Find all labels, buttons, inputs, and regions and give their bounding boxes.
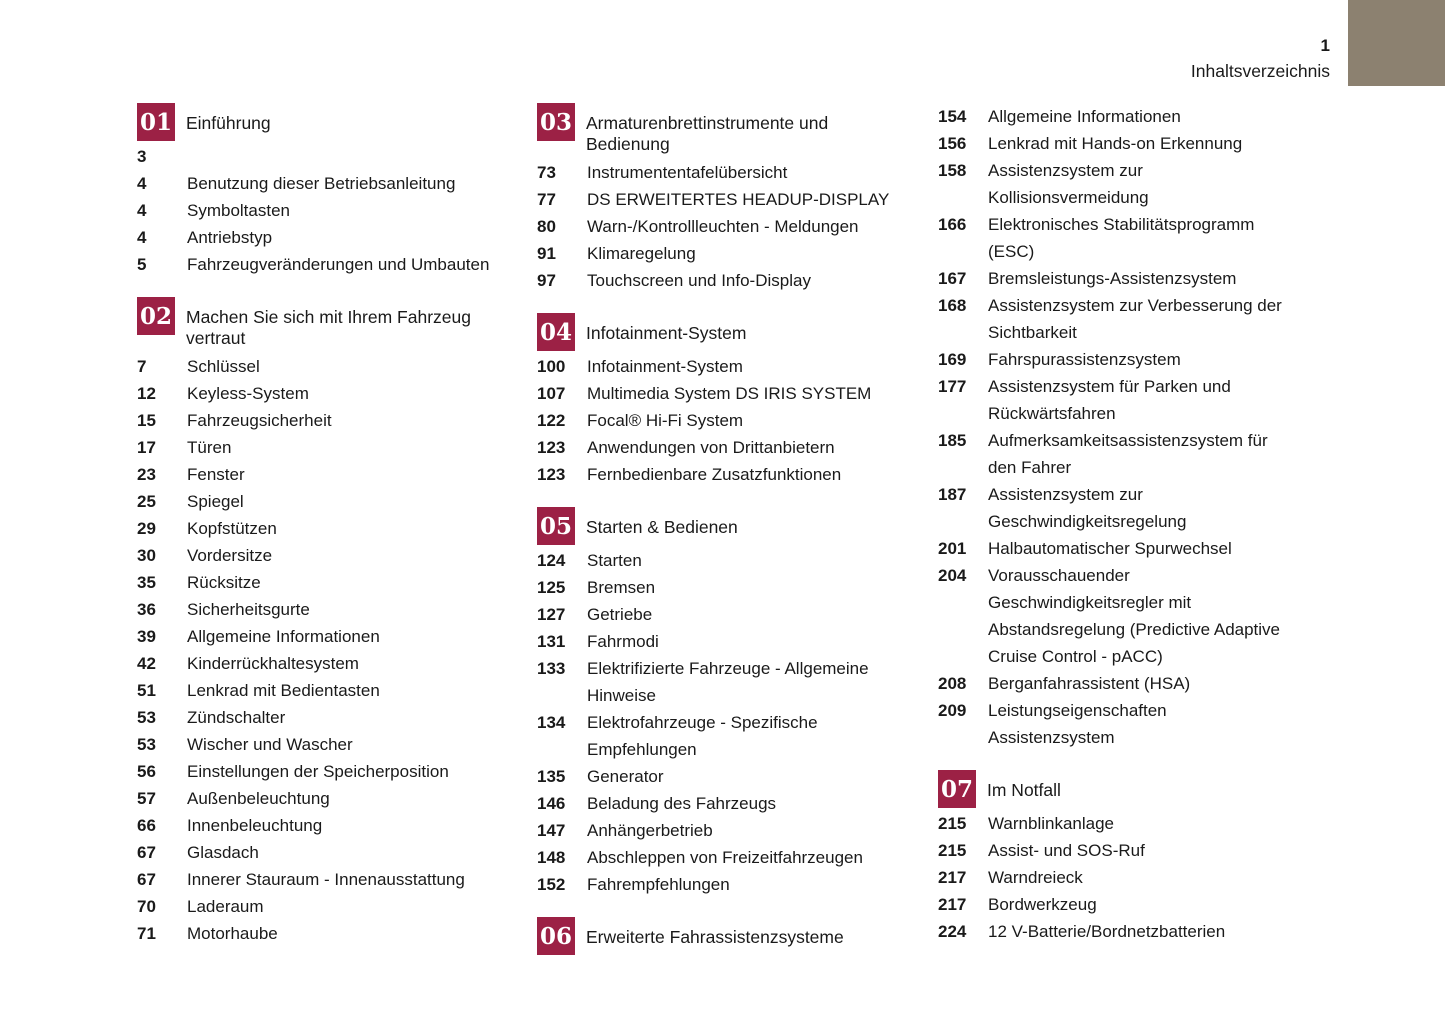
section-header [938, 770, 1330, 808]
entry-page-number: 4 [137, 228, 147, 247]
toc-entry [938, 535, 1330, 562]
entry-page-number: 4 [137, 201, 147, 220]
section-header [537, 917, 925, 955]
entry-title: Einstellungen der Speicherposition [187, 762, 449, 781]
entry-title: Rücksitze [187, 573, 261, 592]
entry-title: Focal® Hi-Fi System [587, 411, 744, 430]
section-number-badge: 04 [537, 313, 575, 351]
toc-entry [938, 918, 1330, 945]
entry-page-number: 187 [938, 485, 967, 504]
entry-page-number: 217 [938, 895, 967, 914]
entry-title: Vordersitze [187, 546, 273, 565]
entry-title: Multimedia System DS IRIS SYSTEM [587, 384, 872, 403]
entry-title: Zündschalter [187, 708, 286, 727]
toc-entry [938, 891, 1330, 918]
entry-title: Allgemeine Informationen [988, 107, 1181, 126]
toc-entry [938, 810, 1330, 837]
entry-page-number: 56 [137, 762, 156, 781]
toc-entry [137, 785, 529, 812]
toc-entry [938, 427, 1330, 481]
toc-entry [137, 461, 529, 488]
page-header [1191, 36, 1330, 82]
entry-page-number: 3 [137, 147, 147, 166]
toc-entry [137, 224, 529, 251]
section-header [537, 507, 925, 545]
toc-entry [137, 542, 529, 569]
toc-entry [938, 837, 1330, 864]
entry-page-number: 67 [137, 870, 156, 889]
entry-page-number: 97 [537, 271, 556, 290]
toc-entry [137, 488, 529, 515]
entry-title: Innerer Stauraum - Innenausstattung [187, 870, 465, 889]
section-title: Im Notfall [987, 780, 1061, 800]
entry-title: Symboltasten [187, 201, 290, 220]
toc-entry [137, 839, 529, 866]
entry-title: Benutzung dieser Betriebsanleitung [187, 174, 456, 193]
toc-entry [137, 407, 529, 434]
entry-title: Instrumententafelübersicht [587, 163, 788, 182]
entry-title: Aufmerksamkeitsassistenzsystem für den Fahrer [988, 431, 1268, 477]
entry-title: Assistenzsystem zur Geschwindigkeitsregelung [988, 485, 1187, 531]
entry-page-number: 4 [137, 174, 147, 193]
entry-title: Warnblinkanlage [988, 814, 1114, 833]
entry-title: Sicherheitsgurte [187, 600, 310, 619]
toc-entry [938, 670, 1330, 697]
entry-page-number: 51 [137, 681, 156, 700]
entry-page-number: 208 [938, 674, 967, 693]
entry-title: Vorausschauender Geschwindigkeitsregler mit Abstandsregelung (Predictive Adaptive Cruise Control - pACC) [988, 566, 1281, 666]
entry-page-number: 42 [137, 654, 156, 673]
section-number-badge: 07 [938, 770, 976, 808]
toc-entry [537, 434, 925, 461]
entry-page-number: 67 [137, 843, 156, 862]
toc-entry [137, 380, 529, 407]
entry-title: Fernbedienbare Zusatzfunktionen [587, 465, 842, 484]
entry-title: Allgemeine Informationen [187, 627, 380, 646]
entry-page-number: 215 [938, 841, 967, 860]
toc-entry [137, 623, 529, 650]
section-title: Infotainment-System [586, 323, 747, 343]
toc-entry [137, 596, 529, 623]
entry-title: Fahrzeugsicherheit [187, 411, 332, 430]
entry-page-number: 23 [137, 465, 156, 484]
entry-page-number: 158 [938, 161, 967, 180]
entry-title: Fahrspurassistenzsystem [988, 350, 1181, 369]
toc-entry [537, 655, 925, 709]
toc-entry [137, 893, 529, 920]
toc-entry [137, 812, 529, 839]
entry-title: Glasdach [187, 843, 259, 862]
toc-entry [537, 213, 925, 240]
entry-title: Elektrifizierte Fahrzeuge - Allgemeine Hinweise [587, 659, 869, 705]
toc-entry [537, 159, 925, 186]
toc-entry [137, 920, 529, 947]
section-title: Machen Sie sich mit Ihrem Fahrzeug vertraut [186, 307, 471, 348]
entry-title: Getriebe [587, 605, 653, 624]
entry-page-number: 123 [537, 438, 566, 457]
entry-page-number: 134 [537, 713, 566, 732]
toc-entry [938, 211, 1330, 265]
toc-entry [537, 574, 925, 601]
entry-title: Lenkrad mit Hands-on Erkennung [988, 134, 1243, 153]
entry-page-number: 73 [537, 163, 556, 182]
entry-page-number: 215 [938, 814, 967, 833]
entry-title: Starten [587, 551, 642, 570]
entry-page-number: 168 [938, 296, 967, 315]
entry-title: 12 V-Batterie/Bordnetzbatterien [988, 922, 1226, 941]
toc-entry [938, 481, 1330, 535]
entry-page-number: 25 [137, 492, 156, 511]
entry-title: Motorhaube [187, 924, 278, 943]
toc-entry [537, 461, 925, 488]
toc-entry [938, 346, 1330, 373]
entry-title: DS ERWEITERTES HEADUP-DISPLAY [587, 190, 890, 209]
entry-title: Kinderrückhaltesystem [187, 654, 359, 673]
entry-page-number: 177 [938, 377, 967, 396]
entry-page-number: 169 [938, 350, 967, 369]
entry-title: Bordwerkzeug [988, 895, 1097, 914]
toc-entry [137, 866, 529, 893]
entry-title: Anwendungen von Drittanbietern [587, 438, 835, 457]
section-number-badge: 01 [137, 103, 175, 141]
toc-entry [137, 434, 529, 461]
section-header [137, 297, 529, 348]
entry-page-number: 148 [537, 848, 566, 867]
entry-title: Generator [587, 767, 664, 786]
entry-title: Anhängerbetrieb [587, 821, 713, 840]
entry-page-number: 154 [938, 107, 967, 126]
entry-page-number: 146 [537, 794, 566, 813]
entry-title: Halbautomatischer Spurwechsel [988, 539, 1232, 558]
section-number-badge: 02 [137, 297, 175, 335]
toc-entry [537, 267, 925, 294]
toc-entry [137, 758, 529, 785]
toc-entry [537, 240, 925, 267]
entry-title: Klimaregelung [587, 244, 696, 263]
toc-column [938, 103, 1330, 945]
entry-title: Laderaum [187, 897, 264, 916]
entry-page-number: 209 [938, 701, 967, 720]
entry-title: Außenbeleuchtung [187, 789, 330, 808]
entry-title: Antriebstyp [187, 228, 273, 247]
entry-page-number: 35 [137, 573, 156, 592]
toc-entry [137, 170, 529, 197]
page-title: Inhaltsverzeichnis [1190, 61, 1330, 81]
toc-entry [537, 353, 925, 380]
entry-page-number: 167 [938, 269, 967, 288]
toc-entry [137, 677, 529, 704]
entry-page-number: 100 [537, 357, 566, 376]
entry-title: Elektrofahrzeuge - Spezifische Empfehlungen [587, 713, 818, 759]
toc-entry [537, 547, 925, 574]
section-header [537, 313, 925, 351]
toc-entry [137, 515, 529, 542]
toc-entry [938, 292, 1330, 346]
entry-page-number: 36 [137, 600, 156, 619]
toc-entry [938, 130, 1330, 157]
entry-title: Lenkrad mit Bedientasten [187, 681, 380, 700]
entry-page-number: 53 [137, 708, 156, 727]
toc-entry [537, 380, 925, 407]
entry-page-number: 152 [537, 875, 566, 894]
entry-title: Fahrempfehlungen [587, 875, 730, 894]
entry-title: Keyless-System [187, 384, 309, 403]
toc-entry [537, 871, 925, 898]
toc-entry [537, 709, 925, 763]
entry-page-number: 135 [537, 767, 566, 786]
entry-title: Abschleppen von Freizeitfahrzeugen [587, 848, 863, 867]
toc-entry [537, 790, 925, 817]
entry-page-number: 217 [938, 868, 967, 887]
entry-title: Fenster [187, 465, 245, 484]
page-number: 1 [1320, 36, 1330, 55]
entry-page-number: 71 [137, 924, 156, 943]
toc-entry [137, 353, 529, 380]
toc-entry [938, 562, 1330, 670]
entry-page-number: 107 [537, 384, 566, 403]
entry-page-number: 17 [137, 438, 156, 457]
entry-title: Elektronisches Stabilitätsprogramm (ESC) [988, 215, 1255, 261]
toc-entry [938, 103, 1330, 130]
entry-page-number: 15 [137, 411, 156, 430]
entry-page-number: 122 [537, 411, 566, 430]
toc-entry [938, 373, 1330, 427]
entry-title: Assistenzsystem für Parken und Rückwärtsfahren [988, 377, 1231, 423]
toc-entry [537, 628, 925, 655]
toc-entry [537, 186, 925, 213]
section-number-badge: 03 [537, 103, 575, 141]
entry-title: Beladung des Fahrzeugs [587, 794, 777, 813]
entry-title: Assistenzsystem zur Verbesserung der Sichtbarkeit [988, 296, 1282, 342]
entry-title: Touchscreen und Info-Display [587, 271, 811, 290]
toc-entry [537, 407, 925, 434]
entry-title: Kopfstützen [187, 519, 277, 538]
entry-title: Innenbeleuchtung [187, 816, 323, 835]
entry-page-number: 12 [137, 384, 156, 403]
entry-page-number: 53 [137, 735, 156, 754]
section-title: Erweiterte Fahrassistenzsysteme [586, 927, 844, 947]
section-title: Starten & Bedienen [586, 517, 738, 537]
entry-page-number: 224 [938, 922, 967, 941]
toc-column [537, 103, 925, 957]
entry-page-number: 29 [137, 519, 156, 538]
entry-title: Fahrmodi [587, 632, 659, 651]
entry-page-number: 147 [537, 821, 566, 840]
toc-entry [537, 817, 925, 844]
entry-title: Spiegel [187, 492, 244, 511]
entry-page-number: 91 [537, 244, 556, 263]
entry-page-number: 133 [537, 659, 566, 678]
entry-page-number: 204 [938, 566, 967, 585]
entry-page-number: 77 [537, 190, 556, 209]
entry-title: Fahrzeugveränderungen und Umbauten [187, 255, 490, 274]
entry-page-number: 156 [938, 134, 967, 153]
toc-entry [938, 697, 1330, 751]
entry-title: Wischer und Wascher [187, 735, 353, 754]
toc-entry [137, 251, 529, 278]
entry-page-number: 124 [537, 551, 566, 570]
toc-entry [938, 265, 1330, 292]
section-header [537, 103, 925, 154]
entry-page-number: 30 [137, 546, 156, 565]
toc-entry [137, 704, 529, 731]
section-title: Armaturenbrettinstrumente und Bedienung [586, 113, 829, 154]
entry-title: Assistenzsystem zur Kollisionsvermeidung [988, 161, 1149, 207]
toc-entry [938, 157, 1330, 211]
toc-entry [537, 601, 925, 628]
entry-title: Bremsleistungs-Assistenzsystem [988, 269, 1237, 288]
toc-entry [938, 864, 1330, 891]
entry-page-number: 39 [137, 627, 156, 646]
toc-entry [137, 197, 529, 224]
entry-page-number: 57 [137, 789, 156, 808]
toc-entry [137, 143, 529, 170]
entry-title: Warn-/Kontrollleuchten - Meldungen [587, 217, 859, 236]
entry-page-number: 125 [537, 578, 566, 597]
section-header [137, 103, 529, 141]
toc-entry [137, 569, 529, 596]
entry-page-number: 80 [537, 217, 556, 236]
entry-title: Türen [187, 438, 232, 457]
toc-entry [137, 731, 529, 758]
section-title: Einführung [186, 113, 271, 133]
section-number-badge: 05 [537, 507, 575, 545]
entry-title: Leistungseigenschaften Assistenzsystem [988, 701, 1167, 747]
toc-column [137, 103, 529, 947]
entry-title: Schlüssel [187, 357, 260, 376]
entry-page-number: 123 [537, 465, 566, 484]
section-number-badge: 06 [537, 917, 575, 955]
entry-title: Warndreieck [988, 868, 1083, 887]
entry-page-number: 131 [537, 632, 566, 651]
entry-page-number: 166 [938, 215, 967, 234]
entry-page-number: 127 [537, 605, 566, 624]
entry-page-number: 185 [938, 431, 967, 450]
toc-entry [537, 763, 925, 790]
toc-entry [137, 650, 529, 677]
entry-title: Berganfahrassistent (HSA) [988, 674, 1191, 693]
entry-page-number: 70 [137, 897, 156, 916]
corner-decoration-block [1348, 0, 1445, 86]
entry-page-number: 66 [137, 816, 156, 835]
entry-page-number: 201 [938, 539, 967, 558]
entry-title: Infotainment-System [587, 357, 743, 376]
entry-page-number: 5 [137, 255, 147, 274]
entry-title: Assist- und SOS-Ruf [988, 841, 1145, 860]
entry-title: Bremsen [587, 578, 656, 597]
toc-entry [537, 844, 925, 871]
entry-page-number: 7 [137, 357, 147, 376]
